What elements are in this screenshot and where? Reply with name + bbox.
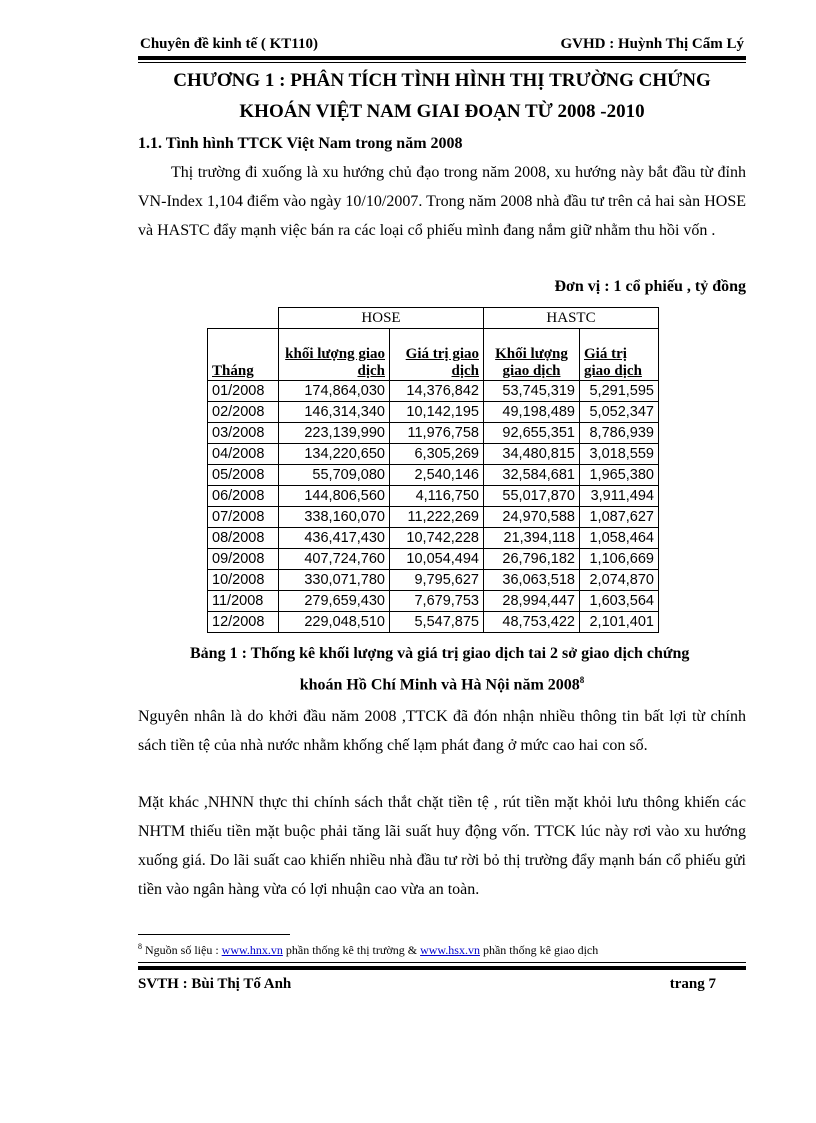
- table-row: [208, 486, 659, 507]
- cell-month: 01/2008: [208, 381, 279, 402]
- cell-hastc-volume: 26,796,182: [484, 549, 580, 570]
- cell-hose-value: 5,547,875: [390, 612, 484, 633]
- cell-month: 03/2008: [208, 423, 279, 444]
- footnote: [138, 942, 598, 958]
- cell-hastc-volume: 55,017,870: [484, 486, 580, 507]
- cell-hose-value: 2,540,146: [390, 465, 484, 486]
- cell-hose-volume: 330,071,780: [279, 570, 390, 591]
- col-hastc-volume-header: [484, 329, 580, 381]
- table-row: [208, 591, 659, 612]
- cell-month: 02/2008: [208, 402, 279, 423]
- col-hose-value-header: [390, 329, 484, 381]
- cell-hose-volume: 279,659,430: [279, 591, 390, 612]
- cell-hastc-value: 5,052,347: [580, 402, 659, 423]
- page-header: [138, 34, 746, 54]
- group-hose: HOSE: [279, 308, 484, 329]
- table-row: [208, 402, 659, 423]
- cell-hastc-volume: 48,753,422: [484, 612, 580, 633]
- cell-hastc-value: 2,074,870: [580, 570, 659, 591]
- cell-hastc-volume: 36,063,518: [484, 570, 580, 591]
- table-row: [208, 423, 659, 444]
- cell-hastc-volume: 49,198,489: [484, 402, 580, 423]
- cell-hose-volume: 174,864,030: [279, 381, 390, 402]
- cell-hose-volume: 407,724,760: [279, 549, 390, 570]
- caption-footnote-mark: 8: [579, 675, 585, 685]
- intro-paragraph: Thị trường đi xuống là xu hướng chủ đạo trong năm 2008, xu hướng này bắt đầu từ đỉnh VN-Index 1,104 điểm vào ngày 10/10/2007. Trong năm 2008 nhà đầu tư trên cả hai sàn HOSE và HASTC đẩy mạnh việc bán ra các loại cổ phiếu mình đang nắm giữ nhằm thu hồi vốn .: [138, 164, 746, 239]
- col-hose-volume-label: khối lượng giao dịch: [285, 346, 385, 379]
- cell-hastc-value: 1,058,464: [580, 528, 659, 549]
- group-hastc: HASTC: [484, 308, 659, 329]
- cell-hastc-volume: 21,394,118: [484, 528, 580, 549]
- cell-hose-volume: 146,314,340: [279, 402, 390, 423]
- table-caption-line2: [138, 675, 746, 694]
- col-hose-value-label: Giá trị giao dịch: [405, 346, 479, 379]
- cell-hastc-value: 3,018,559: [580, 444, 659, 465]
- cell-hastc-value: 3,911,494: [580, 486, 659, 507]
- cell-hastc-volume: 32,584,681: [484, 465, 580, 486]
- header-course: Chuyên đề kinh tế ( KT110): [140, 36, 318, 52]
- trading-table: [207, 307, 659, 633]
- cell-hose-value: 10,142,195: [390, 402, 484, 423]
- footer-author: SVTH : Bùi Thị Tố Anh: [138, 976, 292, 992]
- cell-hose-volume: 55,709,080: [279, 465, 390, 486]
- table-row: [208, 528, 659, 549]
- chapter-title-line2: KHOÁN VIỆT NAM GIAI ĐOẠN TỪ 2008 -2010: [239, 101, 645, 122]
- cell-hose-volume: 144,806,560: [279, 486, 390, 507]
- table-corner-cell: [208, 308, 279, 329]
- footer-rule-thick: [138, 966, 746, 970]
- cell-month: 08/2008: [208, 528, 279, 549]
- cell-hastc-volume: 53,745,319: [484, 381, 580, 402]
- cell-hastc-value: 2,101,401: [580, 612, 659, 633]
- cell-hastc-volume: 28,994,447: [484, 591, 580, 612]
- table-group-header-row: [208, 308, 659, 329]
- col-month-header: [208, 329, 279, 381]
- cell-hastc-value: 5,291,595: [580, 381, 659, 402]
- cell-month: 06/2008: [208, 486, 279, 507]
- footnote-text-b: phần thống kê thị trường &: [282, 943, 421, 957]
- unit-label: Đơn vị : 1 cổ phiếu , tỷ đồng: [554, 278, 746, 295]
- footnote-text-c: phần thống kê giao dịch: [479, 943, 599, 957]
- col-hastc-volume-label: Khối lượng giao dịch: [495, 346, 568, 379]
- cell-month: 09/2008: [208, 549, 279, 570]
- cell-hose-value: 10,742,228: [390, 528, 484, 549]
- header-rule-thin: [138, 62, 746, 63]
- cell-hose-volume: 338,160,070: [279, 507, 390, 528]
- policy-paragraph: Mặt khác ,NHNN thực thi chính sách thắt chặt tiền tệ , rút tiền mặt khỏi lưu thông khiến các NHTM thiếu tiền mặt buộc phải tăng lãi suất huy động vốn. TTCK lúc này rơi vào xu hướng xuống giá. Do lãi suất cao khiến nhiều nhà đầu tư rời bỏ thị trường đẩy mạnh bán cổ phiếu gửi tiền vào ngân hàng vừa có lợi nhuận cao vừa an toàn.: [138, 794, 746, 898]
- hsx-link[interactable]: www.hsx.vn: [420, 943, 480, 957]
- table-row: [208, 444, 659, 465]
- cell-hastc-value: 1,603,564: [580, 591, 659, 612]
- footnote-number: 8: [138, 942, 142, 951]
- cell-hose-value: 10,054,494: [390, 549, 484, 570]
- cell-month: 07/2008: [208, 507, 279, 528]
- cell-hose-value: 6,305,269: [390, 444, 484, 465]
- cell-hose-volume: 134,220,650: [279, 444, 390, 465]
- header-instructor: GVHD : Huỳnh Thị Cẩm Lý: [560, 36, 744, 52]
- col-hose-volume-header: [279, 329, 390, 381]
- cell-hastc-volume: 34,480,815: [484, 444, 580, 465]
- table-row: [208, 570, 659, 591]
- cell-month: 10/2008: [208, 570, 279, 591]
- cell-hose-volume: 229,048,510: [279, 612, 390, 633]
- cell-hastc-value: 1,106,669: [580, 549, 659, 570]
- table-body: [208, 381, 659, 633]
- footnote-separator: [138, 934, 290, 935]
- cell-hose-value: 9,795,627: [390, 570, 484, 591]
- cell-hose-value: 11,222,269: [390, 507, 484, 528]
- cell-hose-volume: 223,139,990: [279, 423, 390, 444]
- cell-hastc-value: 1,087,627: [580, 507, 659, 528]
- cell-hose-value: 11,976,758: [390, 423, 484, 444]
- cell-month: 11/2008: [208, 591, 279, 612]
- cell-hose-volume: 436,417,430: [279, 528, 390, 549]
- table-column-header-row: [208, 329, 659, 381]
- cell-hastc-volume: 24,970,588: [484, 507, 580, 528]
- chapter-title-line1: CHƯƠNG 1 : PHÂN TÍCH TÌNH HÌNH THỊ TRƯỜNG CHỨNG: [173, 70, 711, 91]
- footnote-text-a: Nguồn số liệu :: [142, 943, 222, 957]
- cell-hastc-value: 1,965,380: [580, 465, 659, 486]
- cell-hose-value: 14,376,842: [390, 381, 484, 402]
- col-month-label: Tháng: [212, 363, 254, 379]
- cell-month: 04/2008: [208, 444, 279, 465]
- table-caption-text: khoán Hồ Chí Minh và Hà Nội năm 2008: [299, 676, 580, 694]
- cell-month: 05/2008: [208, 465, 279, 486]
- cell-hose-value: 4,116,750: [390, 486, 484, 507]
- table-row: [208, 549, 659, 570]
- col-hastc-value-header: [580, 329, 659, 381]
- cause-paragraph: Nguyên nhân là do khởi đầu năm 2008 ,TTCK đã đón nhận nhiều thông tin bất lợi từ chính sách tiền tệ của nhà nước nhằm khống chế lạm phát đang ở mức cao hai con số.: [138, 708, 746, 754]
- hnx-link[interactable]: www.hnx.vn: [221, 943, 283, 957]
- cell-hastc-value: 8,786,939: [580, 423, 659, 444]
- table-row: [208, 465, 659, 486]
- table-caption-line1: Bảng 1 : Thống kê khối lượng và giá trị giao dịch tai 2 sở giao dịch chứng: [190, 645, 690, 662]
- cell-hose-value: 7,679,753: [390, 591, 484, 612]
- page-footer: [138, 976, 746, 993]
- col-hastc-value-label: Giá trị giao dịch: [584, 346, 642, 379]
- cell-month: 12/2008: [208, 612, 279, 633]
- cell-hastc-volume: 92,655,351: [484, 423, 580, 444]
- section-heading: 1.1. Tình hình TTCK Việt Nam trong năm 2008: [138, 135, 463, 152]
- footer-rule-thin: [138, 962, 746, 963]
- table-row: [208, 612, 659, 633]
- header-rule-thick: [138, 56, 746, 60]
- table-row: [208, 381, 659, 402]
- table-row: [208, 507, 659, 528]
- page-number: trang 7: [669, 976, 716, 992]
